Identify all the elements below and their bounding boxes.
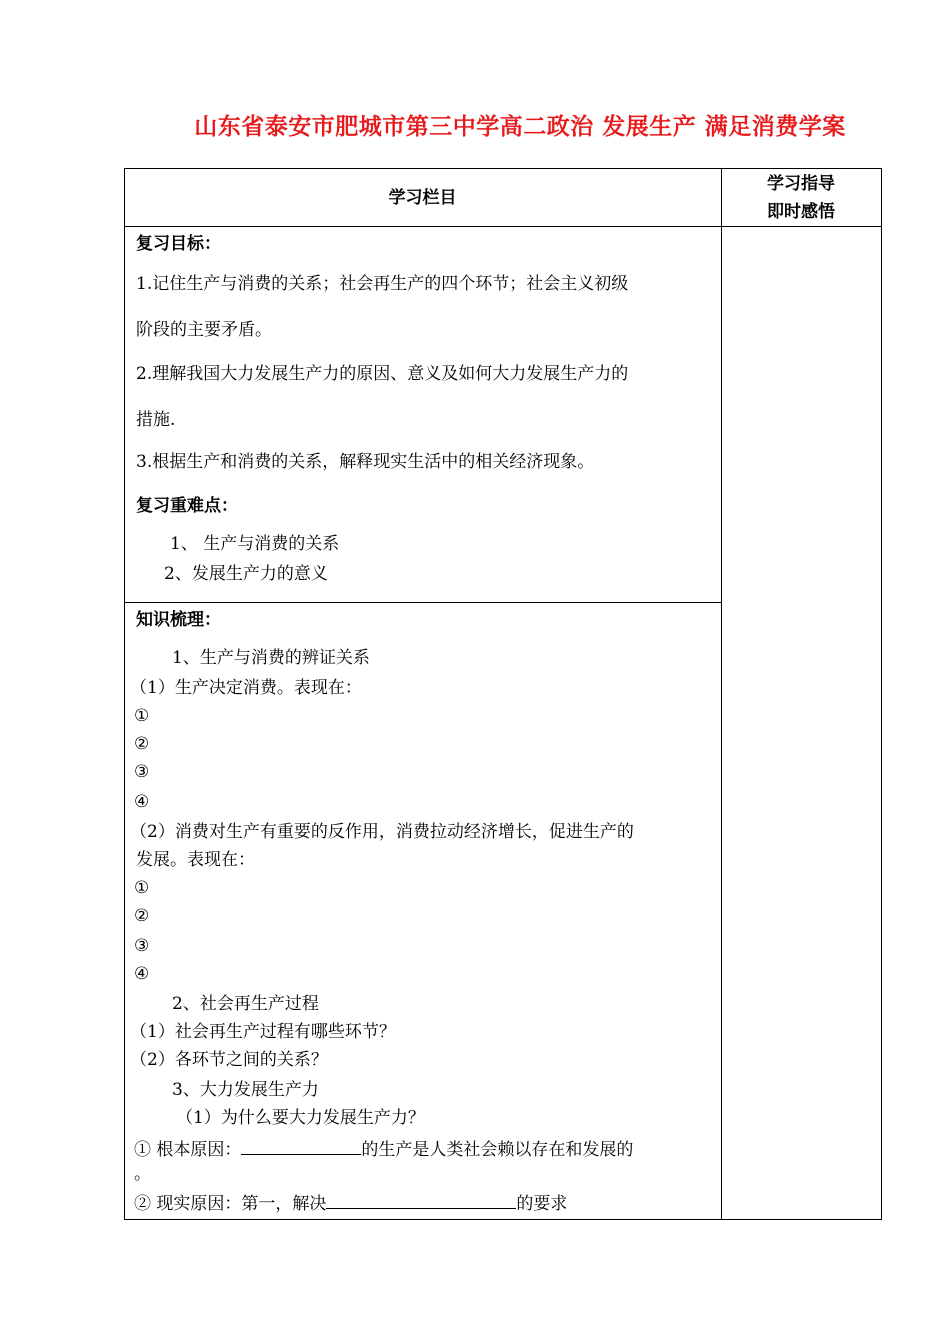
table-border-right xyxy=(881,168,882,1220)
header-row-divider xyxy=(124,226,882,227)
root-cause-end: 。 xyxy=(134,1164,151,1184)
knowledge-line: ④ xyxy=(134,964,150,984)
root-cause-prefix: ① 根本原因： xyxy=(134,1140,242,1160)
section-divider xyxy=(124,602,722,603)
header-guide-line2: 即时感悟 xyxy=(767,202,835,222)
knowledge-line: 3、大力发展生产力 xyxy=(172,1080,319,1100)
knowledge-line: ② xyxy=(134,906,150,926)
knowledge-line: ③ xyxy=(134,762,150,782)
knowledge-line: （2）各环节之间的关系？ xyxy=(130,1050,328,1070)
knowledge-review-heading: 知识梳理： xyxy=(136,610,221,630)
knowledge-line: ④ xyxy=(134,792,150,812)
goal-line: 阶段的主要矛盾。 xyxy=(136,320,272,340)
review-goals-heading: 复习目标： xyxy=(136,234,221,254)
knowledge-line: （1）生产决定消费。表现在： xyxy=(130,678,362,698)
page-title: 山东省泰安市肥城市第三中学高二政治 发展生产 满足消费学案 xyxy=(194,114,846,140)
knowledge-line: ② xyxy=(134,734,150,754)
real-cause-suffix: 的要求 xyxy=(516,1194,568,1214)
key-points-heading: 复习重难点： xyxy=(136,496,238,516)
table-column-divider xyxy=(721,168,722,1220)
goal-line: 3.根据生产和消费的关系，解释现实生活中的相关经济现象。 xyxy=(136,452,595,472)
knowledge-line: ③ xyxy=(134,936,150,956)
knowledge-line: （2）消费对生产有重要的反作用，消费拉动经济增长，促进生产的 xyxy=(130,822,634,842)
key-point-item: 1、 生产与消费的关系 xyxy=(170,534,340,554)
goal-line: 措施. xyxy=(136,410,176,430)
knowledge-line: （1）社会再生产过程有哪些环节？ xyxy=(130,1022,396,1042)
fill-in-blank[interactable] xyxy=(241,1138,361,1155)
fill-in-blank[interactable] xyxy=(326,1192,516,1209)
knowledge-line: ① xyxy=(134,706,150,726)
real-cause-line xyxy=(134,1192,567,1214)
table-border-bottom xyxy=(124,1219,882,1220)
table-border-left xyxy=(124,168,125,1220)
header-study-column: 学习栏目 xyxy=(388,188,457,208)
knowledge-line: 2、社会再生产过程 xyxy=(172,994,319,1014)
goal-line: 2.理解我国大力发展生产力的原因、意义及如何大力发展生产力的 xyxy=(136,364,629,384)
table-border-top xyxy=(124,168,882,169)
real-cause-prefix: ② 现实原因：第一，解决 xyxy=(134,1194,327,1214)
knowledge-line: 1、生产与消费的辨证关系 xyxy=(172,648,370,668)
knowledge-line: （1）为什么要大力发展生产力？ xyxy=(176,1108,425,1128)
knowledge-line: ① xyxy=(134,878,150,898)
study-table xyxy=(124,168,882,1220)
knowledge-line: 发展。表现在： xyxy=(136,850,255,870)
goal-line: 1.记住生产与消费的关系；社会再生产的四个环节；社会主义初级 xyxy=(136,274,629,294)
root-cause-line xyxy=(134,1138,633,1160)
key-point-item: 2、发展生产力的意义 xyxy=(164,564,328,584)
root-cause-suffix: 的生产是人类社会赖以存在和发展的 xyxy=(361,1140,634,1160)
header-guide-line1: 学习指导 xyxy=(767,174,835,194)
